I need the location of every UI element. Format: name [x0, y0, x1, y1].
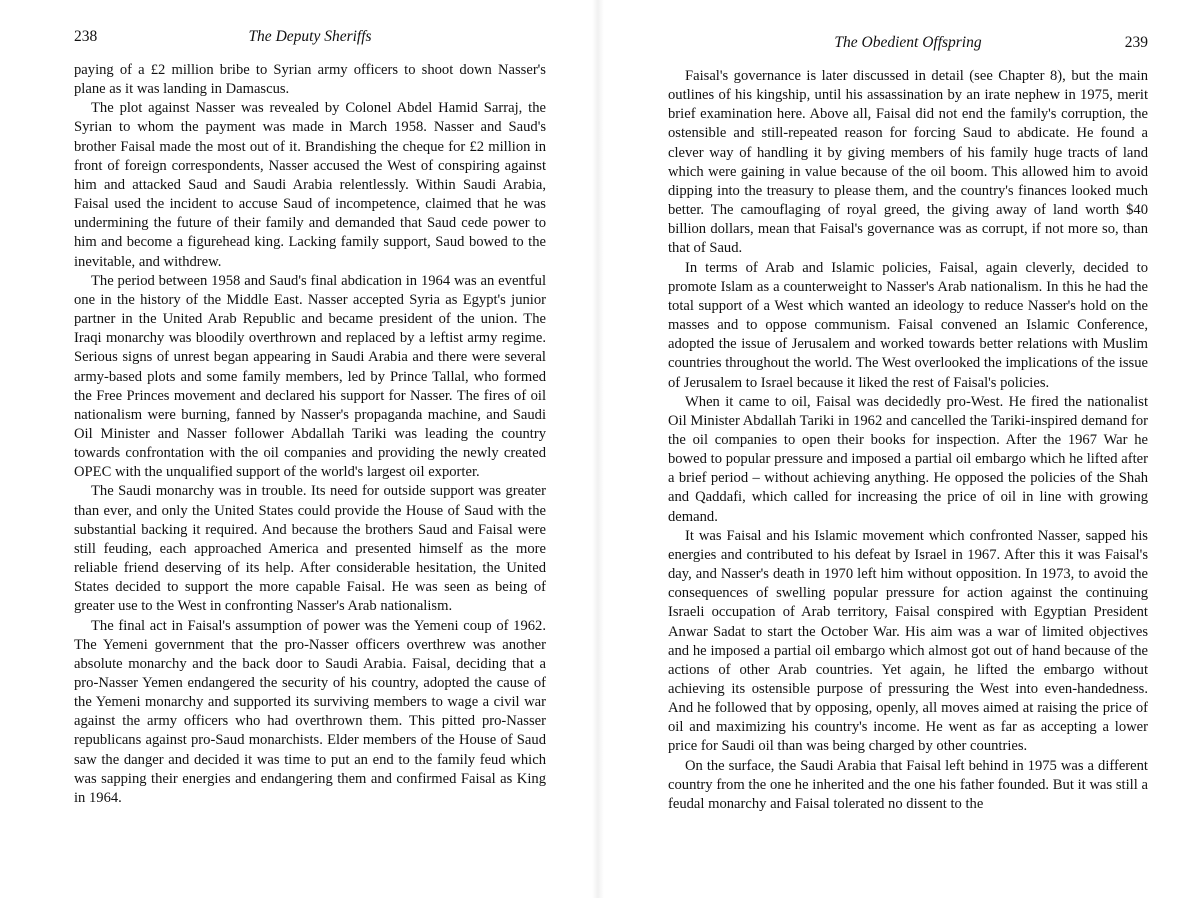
right-page-body	[668, 67, 1148, 814]
right-page-header	[668, 34, 1148, 58]
paragraph: In terms of Arab and Islamic policies, Faisal, again cleverly, decided to promote Islam as a counterweight to Nasser's Arab nationalism. In this he had the total support of a West which wanted an ideology to reduce Nasser's hold on the masses and to oppose communism. Faisal convened an Islamic Conference, adopted the issue of Jerusalem and worked towards better relations with Muslim countries throughout the world. The West overlooked the implications of the issue of Jerusalem to Israel because it liked the rest of Faisal's policies.	[668, 259, 1148, 391]
right-running-title: The Obedient Offspring	[834, 34, 982, 51]
left-page-body	[74, 61, 546, 808]
paragraph: Faisal's governance is later discussed in detail (see Chapter 8), but the main outlines of his kingship, until his assassination by an irate nephew in 1975, merit brief examination here. Above all, Faisal did not end the family's corruption, the ostensible and still-repeated reason for forcing Saud to abdicate. He found a clever way of handling it by giving members of his family huge tracts of land which were gaining in value because of the oil boom. This allowed him to avoid dipping into the treasury to please them, and the country's finances looked much better. The camouflaging of royal greed, the giving away of land worth $40 billion dollars, mean that Faisal's governance was as corrupt, if not more so, than that of Saud.	[668, 68, 1148, 257]
right-page	[598, 0, 1195, 898]
paragraph: paying of a £2 million bribe to Syrian army officers to shoot down Nasser's plane as it was landing in Damascus.	[74, 62, 546, 98]
paragraph: It was Faisal and his Islamic movement which confronted Nasser, sapped his energies and contributed to his defeat by Israel in 1967. After this it was Faisal's day, and Nasser's death in 1970 left him without opposition. In 1973, to avoid the consequences of swelling popular pressure for action against the continuing Israeli occupation of Arab territory, Faisal conspired with Egyptian President Anwar Sadat to start the October War. His aim was a war of limited objectives and he imposed a partial oil embargo which almost got out of hand because of the actions of other Arab countries. Yet again, he lifted the embargo without achieving its ostensible purpose of pressuring the West into even-handedness. And he followed that by opposing, openly, all moves aimed at raising the price of oil and maximizing his country's income. He went as far as accepting a lower price for Saudi oil than was being charged by other countries.	[668, 527, 1148, 755]
left-page-header	[74, 28, 546, 52]
right-page-number: 239	[1124, 34, 1148, 51]
paragraph: The period between 1958 and Saud's final abdication in 1964 was an eventful one in the history of the Middle East. Nasser accepted Syria as Egypt's junior partner in the United Arab Republic and became president of the union. The Iraqi monarchy was bloodily overthrown and replaced by a leftist army regime. Serious signs of unrest began appearing in Saudi Arabia and there were several army-based plots and some family members, led by Prince Tallal, who formed the Free Princes movement and declared his support for Nasser. The fires of oil nationalism were burning, fanned by Nasser's propaganda machine, and Saudi Oil Minister and Nasser follower Abdallah Tariki was leading the country towards confrontation with the oil companies and providing the newly created OPEC with the unqualified support of the world's largest oil exporter.	[74, 272, 546, 481]
paragraph: The final act in Faisal's assumption of power was the Yemeni coup of 1962. The Yemeni government that the pro-Nasser officers overthrew was another absolute monarchy and the back door to Saudi Arabia. Faisal, deciding that a pro-Nasser Yemen endangered the security of his country, adopted the cause of the Yemeni monarchy and supported its surviving members to wage a civil war against the army officers who had overthrown them. This pitted pro-Nasser republicans against pro-Saud monarchists. Elder members of the House of Saud saw the danger and decided it was time to put an end to the family feud which was sapping their energies and endangering them and confirmed Faisal as King in 1964.	[74, 617, 546, 806]
left-page-number: 238	[74, 28, 98, 45]
paragraph: On the surface, the Saudi Arabia that Faisal left behind in 1975 was a different country from the one he inherited and the one his father founded. But it was still a feudal monarchy and Faisal tolerated no dissent to the	[668, 757, 1148, 812]
paragraph: The plot against Nasser was revealed by Colonel Abdel Hamid Sarraj, the Syrian to whom the payment was made in March 1958. Nasser and Saud's brother Faisal made the most out of it. Brandishing the cheque for £2 million in front of foreign correspondents, Nasser accused the West of conspiring against him and attacked Saud and Saudi Arabia relentlessly. Within Saudi Arabia, Faisal used the incident to accuse Saud of incompetence, claimed that he was undermining the future of their family and demanded that Saud cede power to him and become a figurehead king. Lacking family support, Saud bowed to the inevitable, and withdrew.	[74, 100, 546, 270]
paragraph: The Saudi monarchy was in trouble. Its need for outside support was greater than ever, and only the United States could provide the House of Saud with the substantial backing it required. And because the brothers Saud and Faisal were still feuding, each approached America and presented himself as the more reliable friend deserving of its help. After considerable hesitation, the United States decided to support the more capable Faisal. He was seen as being of greater use to the West in confronting Nasser's Arab nationalism.	[74, 483, 546, 615]
left-running-title: The Deputy Sheriffs	[248, 28, 372, 45]
paragraph: When it came to oil, Faisal was decidedly pro-West. He fired the nationalist Oil Minister Abdallah Tariki in 1962 and cancelled the Tariki-inspired demand for the oil companies to open their books for inspection. After the 1967 War he bowed to popular pressure and imposed a partial oil embargo which he lifted after a brief period – without achieving anything. He opposed the policies of the Shah and Qaddafi, which called for increasing the price of oil in line with growing demand.	[668, 393, 1148, 525]
